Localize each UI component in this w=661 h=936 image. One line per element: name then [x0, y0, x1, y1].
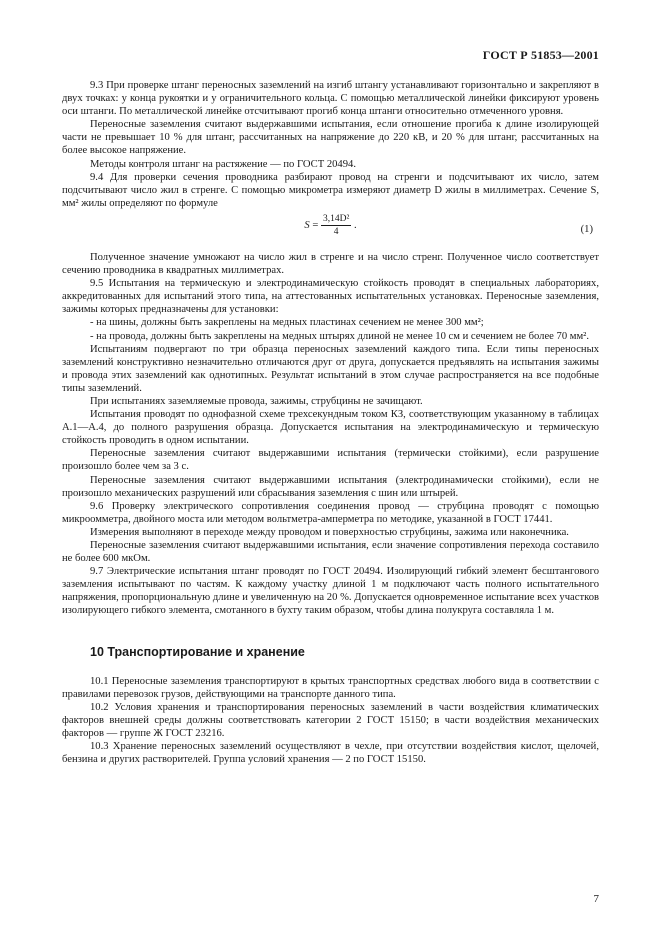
paragraph-10-3: 10.3 Хранение переносных заземлений осуществляют в чехле, при отсутствии воздействия кислот, щелочей, бензина и других растворителей. Группа условий хранения — 2 по ГОСТ 15150. [62, 741, 599, 766]
formula-lhs: S [304, 219, 310, 231]
page-number: 7 [593, 893, 599, 905]
paragraph-9-6: 9.6 Проверку электрического сопротивления соединения провод — струбцина проводят с помощью микроомметра, двойного моста или методом вольтметра-амперметра по методике, указанной в ГОСТ 17441. [62, 500, 599, 525]
paragraph: Переносные заземления считают выдержавшими испытания, если значение сопротивления перехода составило не более 600 мкОм. [62, 540, 599, 565]
list-item: - на провода, должны быть закреплены на медных штырях длиной не менее 10 см и сечением не более 70 мм². [90, 330, 589, 342]
paragraph-10-2: 10.2 Условия хранения и транспортирования переносных заземлений в части воздействия климатических факторов внешней среды должны соответствовать категории 2 ГОСТ 15150; в части воздействия механических факторов — группе Ж ГОСТ 23216. [62, 701, 599, 740]
paragraph: Испытания проводят по однофазной схеме трехсекундным током КЗ, соответствующим указанному в таблицах А.1—А.4, до полного разрушения образца. Допускается испытания на электродинамическую и термическую стойкость проводить в одном испытании. [62, 409, 599, 447]
formula-relation: = [312, 219, 319, 231]
formula-denominator: 4 [333, 226, 339, 237]
paragraph: Измерения выполняют в переходе между проводом и поверхностью струбцины, зажима или наконечника. [90, 526, 569, 538]
list-item: - на шины, должны быть закреплены на медных пластинах сечением не менее 300 мм²; [90, 317, 484, 329]
paragraph: Полученное значение умножают на число жил в стренге и на число стренг. Полученное число соответствует сечению проводника в квадратных миллиметрах. [62, 251, 599, 277]
paragraph: Испытаниям подвергают по три образца переносных заземлений каждого типа. Если типы переносных заземлений конструктивно незначительно отличаются друг от друга, допускается предъявлять на испытания зажимы и провода этих заземлений как однотипных. Результат испытаний в этом случае распространяется на все подобные типы заземлений. [62, 343, 599, 394]
paragraph: Методы контроля штанг на растяжение — по ГОСТ 20494. [90, 158, 356, 170]
paragraph: Переносные заземления считают выдержавшими испытания (электродинамически стойкими), если не произошло механических разрушений или сбрасывания заземления с шин или штырей. [62, 474, 599, 499]
formula-1 [62, 213, 599, 247]
paragraph: Переносные заземления считают выдержавшими испытания (термически стойкими), если разрушение произошло более чем за 3 с. [62, 448, 599, 473]
paragraph: Переносные заземления считают выдержавшими испытания, если отношение прогиба к длине изолирующей части не превышает 10 % для штанг, рассчитанных на напряжение до 220 кВ, и 20 % для штанг, рассчитанных на более высокое напряжение. [62, 119, 599, 157]
formula-fraction [321, 213, 351, 238]
section-title-10: 10 Транспортирование и хранение [90, 644, 305, 659]
document-body [62, 79, 599, 766]
formula-expression [62, 213, 599, 238]
paragraph-9-3: 9.3 При проверке штанг переносных заземлений на изгиб штангу устанавливают горизонтально и закрепляют в двух точках: у конца рукоятки и у ограничительного кольца. С помощью металлической линейки фиксируют уровень оси штанги. По металлической линейке отсчитывают прогиб конца штанги относительно отмеченного уровня. [62, 80, 599, 118]
formula-trailing: . [353, 219, 357, 231]
paragraph-10-1: 10.1 Переносные заземления транспортируют в крытых транспортных средствах любого вида в соответствии с правилами перевозок грузов, действующими на транспорте данного типа. [62, 675, 599, 700]
formula-numerator: 3,14D² [322, 213, 350, 224]
paragraph-9-4: 9.4 Для проверки сечения проводника разбирают провод на стренги и подсчитывают их число, затем подсчитывают число жил в стренге. С помощью микрометра измеряют диаметр D жилы в миллиметрах. Сечение S, мм² жилы определяют по формуле [62, 171, 599, 209]
paragraph: При испытаниях заземляемые провода, зажимы, струбцины не зачищают. [90, 395, 423, 407]
paragraph-9-5: 9.5 Испытания на термическую и электродинамическую стойкость проводят в специальных лабораториях, аккредитованных для испытаний этого типа, на аттестованных испытательных установках. Переносные заземления, зажимы которых предназначены для установки: [62, 278, 599, 316]
formula-number: (1) [580, 223, 593, 235]
document-header: ГОСТ Р 51853—2001 [482, 48, 599, 62]
paragraph-9-7: 9.7 Электрические испытания штанг проводят по ГОСТ 20494. Изолирующий гибкий элемент бесштангового заземления испытывают по частям. К каждому участку длиной 1 м подключают часть полного испытательного напряжения, пропорциональную длине и увеличенную на 20 %. Допускается одновременное испытание всех участков изолирующего гибкого элемента, смотанного в бухту таким образом, чтобы длина полукруга составляла 1 м. [62, 566, 599, 617]
